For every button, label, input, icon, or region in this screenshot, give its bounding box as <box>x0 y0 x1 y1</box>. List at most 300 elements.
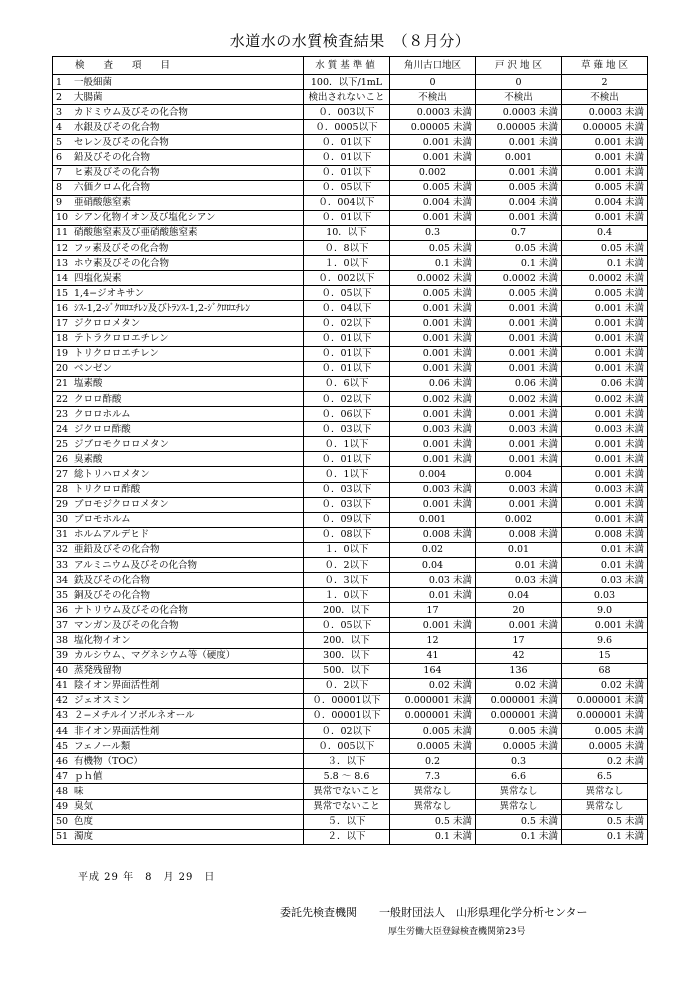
item-cell <box>53 497 304 512</box>
standard-value: ０．01以下 <box>304 210 390 225</box>
item-name: セレン及びその化合物 <box>74 136 169 148</box>
table-row <box>53 633 648 648</box>
item-name: ジブロモクロロメタン <box>74 438 170 450</box>
item-number: 13 <box>56 257 69 269</box>
item-cell <box>53 407 304 422</box>
area-1-value: 異常なし <box>390 784 476 799</box>
standard-value: ０．0005以下 <box>304 120 390 135</box>
standard-value: 5.8 ～ 8.6 <box>304 769 390 784</box>
standard-value: ０．01以下 <box>304 346 390 361</box>
standard-value: ０．2以下 <box>304 558 390 573</box>
table-row <box>53 271 648 286</box>
table-row <box>53 693 648 708</box>
standard-value: ０．004以下 <box>304 195 390 210</box>
area-2-value: 42 <box>476 648 562 663</box>
table-row <box>53 708 648 723</box>
item-name: ２−メチルイソボルネオール <box>74 710 195 722</box>
item-number: 28 <box>56 484 69 496</box>
area-3-value: 0.03 <box>562 588 648 603</box>
area-2-value: 20 <box>476 603 562 618</box>
area-2-value: 0.001 未満 <box>476 618 562 633</box>
area-1-value: 0.001 未満 <box>390 316 476 331</box>
area-2-value: 0.001 未満 <box>476 301 562 316</box>
table-row <box>53 482 648 497</box>
item-cell <box>53 165 304 180</box>
item-name: 1,4−ジオキサン <box>74 287 145 299</box>
area-1-value: 0.02 未満 <box>390 678 476 693</box>
item-name: 濁度 <box>74 831 94 843</box>
area-2-value: 0.5 未満 <box>476 814 562 829</box>
table-row <box>53 814 648 829</box>
table-row <box>53 331 648 346</box>
area-2-value: 不検出 <box>476 90 562 105</box>
item-name: ｼｽ-1,2-ｼﾞｸﾛﾛｴﾁﾚﾝ及びﾄﾗﾝｽ-1,2-ｼﾞｸﾛﾛｴﾁﾚﾝ <box>74 302 251 314</box>
area-2-value: 0.002 <box>476 512 562 527</box>
item-number: 31 <box>56 529 69 541</box>
area-2-value: 異常なし <box>476 799 562 814</box>
table-row <box>53 739 648 754</box>
area-1-value: 0.005 未満 <box>390 180 476 195</box>
area-3-value: 0.001 未満 <box>562 331 648 346</box>
table-row <box>53 724 648 739</box>
standard-value: １．0以下 <box>304 256 390 271</box>
item-name: 蒸発残留物 <box>74 665 122 677</box>
area-2-value: 0.7 <box>476 225 562 240</box>
table-row <box>53 573 648 588</box>
item-cell <box>53 633 304 648</box>
item-cell <box>53 482 304 497</box>
area-1-value: 0.001 未満 <box>390 361 476 376</box>
area-1-value: 12 <box>390 633 476 648</box>
item-number: 33 <box>56 559 69 571</box>
standard-value: ０．01以下 <box>304 150 390 165</box>
area-2-value: 0.002 未満 <box>476 391 562 406</box>
area-3-value: 0.001 未満 <box>562 512 648 527</box>
standard-value: ０．01以下 <box>304 135 390 150</box>
item-number: 14 <box>56 272 69 284</box>
table-row <box>53 391 648 406</box>
standard-value: ０．01以下 <box>304 452 390 467</box>
item-cell <box>53 256 304 271</box>
item-name: 鉛及びその化合物 <box>74 152 151 164</box>
area-3-value: 0.06 未満 <box>562 376 648 391</box>
standard-value: ０．01以下 <box>304 361 390 376</box>
area-2-value: 0.04 <box>476 588 562 603</box>
table-row <box>53 467 648 482</box>
standard-value: ０．05以下 <box>304 286 390 301</box>
table-row <box>53 210 648 225</box>
table-row <box>53 407 648 422</box>
item-number: 35 <box>56 589 69 601</box>
item-number: 19 <box>56 348 69 360</box>
item-cell <box>53 693 304 708</box>
item-name: 陰イオン界面活性剤 <box>74 680 160 692</box>
table-row <box>53 180 648 195</box>
area-1-value: 0.001 未満 <box>390 618 476 633</box>
item-cell <box>53 241 304 256</box>
area-1-value: 0 <box>390 75 476 90</box>
standard-value: ０．1以下 <box>304 437 390 452</box>
area-3-value: 0.2 未満 <box>562 754 648 769</box>
area-2-value: 0.001 未満 <box>476 361 562 376</box>
item-number: 29 <box>56 499 69 511</box>
area-2-value: 0.005 未満 <box>476 180 562 195</box>
item-number: 4 <box>56 121 63 133</box>
area-2-value: 0.05 未満 <box>476 241 562 256</box>
standard-value: ０．00001以下 <box>304 693 390 708</box>
table-row <box>53 75 648 90</box>
area-2-value: 17 <box>476 633 562 648</box>
item-number: 12 <box>56 242 69 254</box>
item-number: 27 <box>56 468 69 480</box>
agency-label: 委託先検査機関 <box>280 906 357 919</box>
area-2-value: 0.06 未満 <box>476 376 562 391</box>
area-2-value: 0.00005 未満 <box>476 120 562 135</box>
area-3-value: 6.5 <box>562 769 648 784</box>
standard-value: ０．02以下 <box>304 724 390 739</box>
area-2-value: 0.001 未満 <box>476 346 562 361</box>
header-item: 検 査 項 目 <box>53 57 304 75</box>
standard-value: ０．02以下 <box>304 391 390 406</box>
area-3-value: 0.003 未満 <box>562 422 648 437</box>
item-number: 42 <box>56 695 69 707</box>
standard-value: 300．以下 <box>304 648 390 663</box>
area-3-value: 0.005 未満 <box>562 286 648 301</box>
area-3-value: 0.000001 未満 <box>562 693 648 708</box>
area-1-value: 不検出 <box>390 90 476 105</box>
area-2-value: 0.001 未満 <box>476 407 562 422</box>
item-number: 21 <box>56 378 69 390</box>
table-row <box>53 678 648 693</box>
area-1-value: 0.004 <box>390 467 476 482</box>
item-cell <box>53 75 304 90</box>
area-3-value: 0.001 未満 <box>562 361 648 376</box>
standard-value: ０．003以下 <box>304 105 390 120</box>
item-cell <box>53 135 304 150</box>
item-name: 四塩化炭素 <box>74 272 122 284</box>
item-name: フェノール類 <box>74 740 131 752</box>
item-number: 43 <box>56 710 69 722</box>
area-1-value: 0.0002 未満 <box>390 271 476 286</box>
item-cell <box>53 150 304 165</box>
area-2-value: 0.001 未満 <box>476 452 562 467</box>
standard-value: ０．09以下 <box>304 512 390 527</box>
area-2-value: 0.0003 未満 <box>476 105 562 120</box>
table-row <box>53 286 648 301</box>
item-name: フッ素及びその化合物 <box>74 242 169 254</box>
item-number: 47 <box>56 770 69 782</box>
table-row <box>53 542 648 557</box>
area-3-value: 0.000001 未満 <box>562 708 648 723</box>
area-1-value: 0.1 未満 <box>390 829 476 844</box>
item-name: 大腸菌 <box>74 91 103 103</box>
standard-value: １．0以下 <box>304 542 390 557</box>
header-standard: 水質基準値 <box>304 57 390 75</box>
item-number: 24 <box>56 423 69 435</box>
area-3-value: 0.001 未満 <box>562 407 648 422</box>
item-name: ジクロロメタン <box>74 318 141 330</box>
area-2-value: 0.1 未満 <box>476 256 562 271</box>
area-3-value: 2 <box>562 75 648 90</box>
item-name: ジクロロ酢酸 <box>74 423 131 435</box>
standard-value: ０．02以下 <box>304 316 390 331</box>
table-row <box>53 769 648 784</box>
area-2-value: 0.3 <box>476 754 562 769</box>
standard-value: 100．以下/1mL <box>304 75 390 90</box>
item-name: 臭素酸 <box>74 453 103 465</box>
area-3-value: 0.001 未満 <box>562 135 648 150</box>
table-row <box>53 588 648 603</box>
table-row <box>53 648 648 663</box>
area-3-value: 0.001 未満 <box>562 437 648 452</box>
item-number: 39 <box>56 650 69 662</box>
item-name: 亜硝酸態窒素 <box>74 197 132 209</box>
item-name: カドミウム及びその化合物 <box>74 106 188 118</box>
area-2-value: 0.001 未満 <box>476 210 562 225</box>
area-2-value: 0.008 未満 <box>476 527 562 542</box>
item-cell <box>53 512 304 527</box>
area-2-value: 0.01 未満 <box>476 558 562 573</box>
area-2-value: 0.0002 未満 <box>476 271 562 286</box>
item-name: 色度 <box>74 816 94 828</box>
area-1-value: 0.5 未満 <box>390 814 476 829</box>
area-1-value: 0.001 未満 <box>390 331 476 346</box>
item-number: 5 <box>56 136 63 148</box>
area-1-value: 0.05 未満 <box>390 241 476 256</box>
area-3-value: 0.002 未満 <box>562 391 648 406</box>
item-name: 水銀及びその化合物 <box>74 121 160 133</box>
area-2-value: 0.005 未満 <box>476 724 562 739</box>
item-cell <box>53 225 304 240</box>
area-1-value: 0.004 未満 <box>390 195 476 210</box>
area-1-value: 0.001 未満 <box>390 301 476 316</box>
header-area-1: 角川古口地区 <box>390 57 476 75</box>
item-number: 46 <box>56 755 69 767</box>
item-cell <box>53 648 304 663</box>
page-title: 水道水の水質検査結果 （８月分） <box>229 32 471 50</box>
item-name: ブロモホルム <box>74 514 131 526</box>
item-number: 3 <box>56 106 63 118</box>
area-1-value: 0.1 未満 <box>390 256 476 271</box>
item-name: 一般細菌 <box>74 76 113 88</box>
area-1-value: 0.0003 未満 <box>390 105 476 120</box>
item-name: アルミニウム及びその化合物 <box>74 559 198 571</box>
area-1-value: 0.000001 未満 <box>390 693 476 708</box>
item-name: トリクロロエチレン <box>74 348 159 360</box>
area-3-value: 0.008 未満 <box>562 527 648 542</box>
item-cell <box>53 301 304 316</box>
area-1-value: 0.02 <box>390 542 476 557</box>
item-number: 26 <box>56 453 69 465</box>
item-name: 銅及びその化合物 <box>74 589 151 601</box>
item-number: 30 <box>56 514 69 526</box>
item-cell <box>53 754 304 769</box>
area-1-value: 164 <box>390 663 476 678</box>
standard-value: ０．3以下 <box>304 573 390 588</box>
table-row <box>53 256 648 271</box>
table-row <box>53 361 648 376</box>
standard-value: ０．03以下 <box>304 482 390 497</box>
standard-value: ３．以下 <box>304 754 390 769</box>
item-name: ホルムアルデヒド <box>74 529 150 541</box>
area-1-value: 0.001 未満 <box>390 407 476 422</box>
item-number: 38 <box>56 635 69 647</box>
area-3-value: 68 <box>562 663 648 678</box>
item-cell <box>53 799 304 814</box>
table-row <box>53 90 648 105</box>
standard-value: 200．以下 <box>304 633 390 648</box>
area-1-value: 0.002 未満 <box>390 391 476 406</box>
table-row <box>53 799 648 814</box>
item-name: クロロホルム <box>74 408 131 420</box>
item-number: 15 <box>56 287 69 299</box>
area-3-value: 異常なし <box>562 799 648 814</box>
item-number: 41 <box>56 680 69 692</box>
area-2-value: 0.001 <box>476 150 562 165</box>
item-cell <box>53 739 304 754</box>
area-1-value: 0.06 未満 <box>390 376 476 391</box>
item-name: 臭気 <box>74 801 94 813</box>
table-row <box>53 437 648 452</box>
area-1-value: 0.001 未満 <box>390 210 476 225</box>
area-1-value: 0.00005 未満 <box>390 120 476 135</box>
item-number: 6 <box>56 152 63 164</box>
item-name: マンガン及びその化合物 <box>74 619 179 631</box>
area-3-value: 0.0005 未満 <box>562 739 648 754</box>
area-3-value: 0.02 未満 <box>562 678 648 693</box>
area-3-value: 9.0 <box>562 603 648 618</box>
item-cell <box>53 588 304 603</box>
table-row <box>53 829 648 844</box>
area-3-value: 0.01 未満 <box>562 542 648 557</box>
item-cell <box>53 180 304 195</box>
table-row <box>53 316 648 331</box>
standard-value: ０．08以下 <box>304 527 390 542</box>
item-number: 2 <box>56 91 63 103</box>
item-cell <box>53 437 304 452</box>
item-number: 37 <box>56 619 69 631</box>
area-3-value: 0.001 未満 <box>562 150 648 165</box>
item-name: 総トリハロメタン <box>74 468 150 480</box>
area-1-value: 0.001 未満 <box>390 346 476 361</box>
area-1-value: 0.005 未満 <box>390 286 476 301</box>
standard-value: ０．005以下 <box>304 739 390 754</box>
area-2-value: 0.005 未満 <box>476 286 562 301</box>
area-3-value: 0.03 未満 <box>562 573 648 588</box>
table-row <box>53 512 648 527</box>
standard-value: ２．以下 <box>304 829 390 844</box>
area-2-value: 0.000001 未満 <box>476 693 562 708</box>
item-cell <box>53 316 304 331</box>
standard-value: ０．01以下 <box>304 331 390 346</box>
table-row <box>53 754 648 769</box>
item-number: 50 <box>56 816 69 828</box>
area-1-value: 41 <box>390 648 476 663</box>
area-1-value: 0.01 未満 <box>390 588 476 603</box>
item-number: 51 <box>56 831 69 843</box>
item-number: 11 <box>56 227 69 239</box>
item-cell <box>53 769 304 784</box>
standard-value: ０．03以下 <box>304 497 390 512</box>
area-2-value: 0.001 未満 <box>476 437 562 452</box>
item-number: 22 <box>56 393 69 405</box>
area-3-value: 9.6 <box>562 633 648 648</box>
table-row <box>53 618 648 633</box>
area-2-value: 0.004 <box>476 467 562 482</box>
area-3-value: 0.001 未満 <box>562 467 648 482</box>
area-3-value: 0.0003 未満 <box>562 105 648 120</box>
area-3-value: 0.001 未満 <box>562 618 648 633</box>
item-number: 40 <box>56 665 69 677</box>
standard-value: 10．以下 <box>304 225 390 240</box>
area-3-value: 0.003 未満 <box>562 482 648 497</box>
item-number: 8 <box>56 182 63 194</box>
area-2-value: 異常なし <box>476 784 562 799</box>
standard-value: ０．6以下 <box>304 376 390 391</box>
area-2-value: 0.0005 未満 <box>476 739 562 754</box>
area-2-value: 136 <box>476 663 562 678</box>
item-cell <box>53 467 304 482</box>
item-name: 塩化物イオン <box>74 635 131 647</box>
table-row <box>53 784 648 799</box>
item-cell <box>53 814 304 829</box>
area-3-value: 0.00005 未満 <box>562 120 648 135</box>
area-3-value: 異常なし <box>562 784 648 799</box>
area-3-value: 0.1 未満 <box>562 256 648 271</box>
inspection-agency <box>280 904 610 920</box>
area-3-value: 0.05 未満 <box>562 241 648 256</box>
item-name: ジェオスミン <box>74 695 131 707</box>
table-row <box>53 105 648 120</box>
header-area-3: 草 薙 地 区 <box>562 57 648 75</box>
item-name: 亜鉛及びその化合物 <box>74 544 160 556</box>
area-2-value: 6.6 <box>476 769 562 784</box>
item-number: 48 <box>56 785 69 797</box>
item-cell <box>53 105 304 120</box>
standard-value: ０．002以下 <box>304 271 390 286</box>
area-1-value: 0.03 未満 <box>390 573 476 588</box>
area-1-value: 0.000001 未満 <box>390 708 476 723</box>
item-number: 20 <box>56 363 69 375</box>
area-3-value: 0.004 未満 <box>562 195 648 210</box>
table-row <box>53 135 648 150</box>
item-cell <box>53 724 304 739</box>
item-cell <box>53 708 304 723</box>
table-row <box>53 195 648 210</box>
item-number: 10 <box>56 212 69 224</box>
standard-value: ０．8以下 <box>304 241 390 256</box>
standard-value: ０．01以下 <box>304 165 390 180</box>
table-row <box>53 452 648 467</box>
item-cell <box>53 422 304 437</box>
item-name: ｐｈ値 <box>74 770 103 782</box>
item-name: ブロモジクロロメタン <box>74 499 169 511</box>
item-cell <box>53 391 304 406</box>
item-name: 塩素酸 <box>74 378 103 390</box>
item-number: 44 <box>56 725 69 737</box>
item-cell <box>53 346 304 361</box>
standard-value: ０．03以下 <box>304 422 390 437</box>
item-cell <box>53 573 304 588</box>
item-cell <box>53 120 304 135</box>
item-cell <box>53 286 304 301</box>
item-cell <box>53 527 304 542</box>
table-row <box>53 527 648 542</box>
item-number: 25 <box>56 438 69 450</box>
item-number: 34 <box>56 574 69 586</box>
header-area-2: 戸 沢 地 区 <box>476 57 562 75</box>
item-cell <box>53 376 304 391</box>
